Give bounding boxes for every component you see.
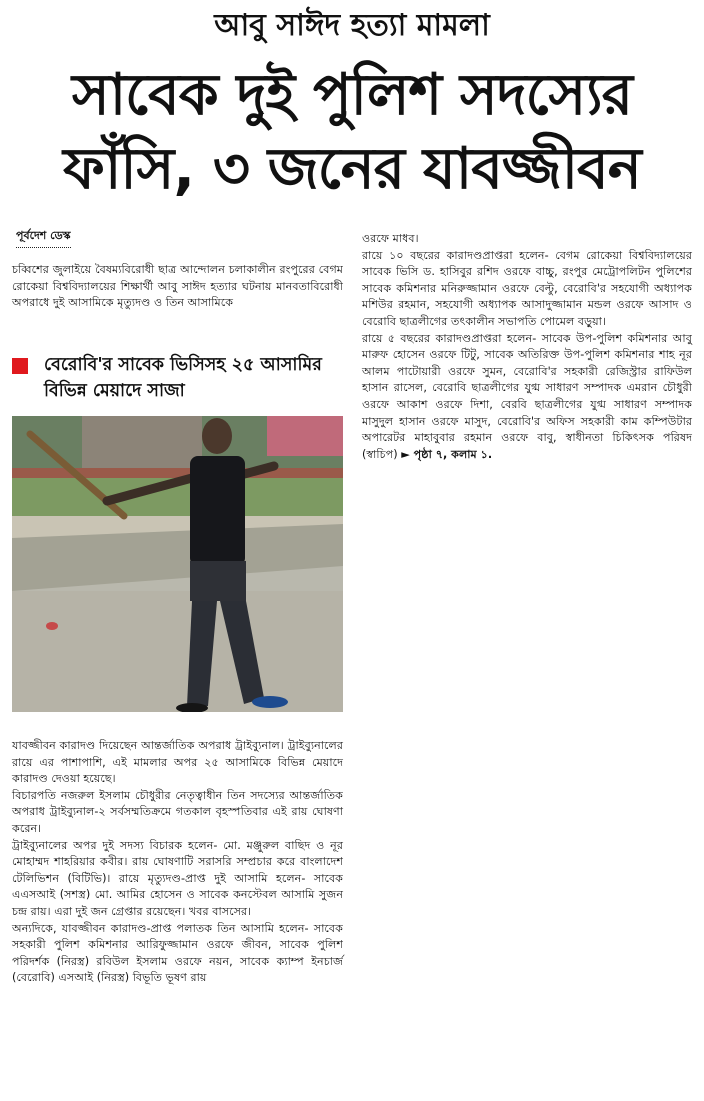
paragraph: অন্যদিকে, যাবজ্জীবন কারাদণ্ড-প্রাপ্ত পলাতক তিন আসামি হলেন- সাবেক সহকারী পুলিশ কমিশনার আরিফুজ্জামান ওরফে জীবন, সাবেক পুলিশ পরিদর্শক (নিরস্ত্র) রবিউল ইসলাম ওরফে নয়ন, সাবেক ক্যাম্প ইনচার্জ (বেরোবি) এসআই (নিরস্ত্র) বিভূতি ভূষণ রায়: [12, 921, 343, 985]
red-square-icon: [12, 358, 28, 374]
headline-line-2: ফাঁসি, ৩ জনের যাবজ্জীবন: [63, 136, 641, 202]
byline: পূর্বদেশ ডেস্ক: [16, 227, 71, 248]
headline: [0, 58, 704, 206]
left-column-body: [12, 738, 343, 987]
paragraph-text: রায়ে ৫ বছরের কারাদণ্ডপ্রাপ্তরা হলেন- সাবেক উপ-পুলিশ কমিশনার আবু মারুফ হোসেন ওরফে টিটু, সাবেক অতিরিক্ত উপ-পুলিশ কমিশনার শাহ নূর আলম পাটোয়ারী ওরফে সুমন, বেরোবি'র সহকারী রেজিস্ট্রার রাফিউল হাসান রাসেল, বেরোবি ছাত্রলীগের যুগ্ম সাধারণ সম্পাদক এমরান চৌধুরী ওরফে আকাশ ওরফে দিশা, বেরবি ছাত্রলীগের যুগ্ম সাধারণ সম্পাদক মাসুদুল হাসান ওরফে মাসুদ, বেরোবি'র অফিস সহকারী কাম কম্পিউটার অপারেটর মাহাবুবার রহমান ওরফে বাবু, স্বাধীনতা চিকিৎসক পরিষদ (স্বাচিপ): [362, 331, 692, 461]
subhead: [12, 352, 343, 404]
paragraph: রায়ে ১০ বছরের কারাদণ্ডপ্রাপ্তরা হলেন- বেগম রোকেয়া বিশ্ববিদ্যালয়ের সাবেক ভিসি ড. হাসিবুর রশিদ ওরফে বাচ্চু, রংপুর মেট্রোপলিটন পুলিশের সাবেক কমিশনার মনিরুজ্জামান ওরফে বেল্টু, বেরোবি'র সহযোগী অধ্যাপক মশিউর রহমান, সহযোগী অধ্যাপক আসাদুজ্জামান মন্ডল ওরফে আসাদ ও বেরোবি ছাত্রলীগের তৎকালীন সভাপতি পোমেল বড়ুয়া।: [362, 248, 692, 328]
paragraph: ট্রাইব্যুনালের অপর দুই সদস্য বিচারক হলেন- মো. মঞ্জুরুল বাছিদ ও নূর মোহাম্মদ শাহরিয়ার কবীর। রায় ঘোষণাটি সরাসরি সম্প্রচার করে বাংলাদেশ টেলিভিশন (বিটিভি)। রায়ে মৃত্যুদণ্ড-প্রাপ্ত দুই আসামি হলেন- সাবেক এএসআই (সশস্ত্র) মো. আমির হোসেন ও সাবেক কনস্টেবল আসামি সুজন চন্দ্র রায়। এরা দুই জন গ্রেপ্তার রয়েছেন। খবর বাসসের।: [12, 838, 343, 918]
subhead-text: বেরোবি'র সাবেক ভিসিসহ ২৫ আসামির বিভিন্ন মেয়াদে সাজা: [44, 355, 322, 401]
news-photo: [12, 416, 343, 712]
paragraph: [362, 331, 692, 464]
lead-paragraph: [12, 262, 343, 312]
headline-line-1: সাবেক দুই পুলিশ সদস্যের: [71, 62, 633, 128]
paragraph: বিচারপতি নজরুল ইসলাম চৌধুরীর নেতৃত্বাধীন তিন সদস্যের আন্তর্জাতিক অপরাধ ট্রাইব্যুনাল-২ সর্বসম্মতিক্রমে গতকাল বৃহস্পতিবার এই রায় ঘোষণা করেন।: [12, 788, 343, 835]
photo-man-with-stick-icon: [12, 416, 343, 712]
kicker: আবু সাঈদ হত্যা মামলা: [214, 8, 490, 43]
paragraph: যাবজ্জীবন কারাদণ্ড দিয়েছেন আন্তর্জাতিক অপরাধ ট্রাইব্যুনাল। ট্রাইব্যুনালের রায়ে এর পাশাপাশি, এই মামলার অপর ২৫ আসামিকে বিভিন্ন মেয়াদে কারাদণ্ড দেওয়া হয়েছে।: [12, 739, 343, 786]
paragraph: ওরফে মাধব।: [362, 232, 419, 245]
lead-text: চব্বিশের জুলাইয়ে বৈষম্যবিরোধী ছাত্র আন্দোলন চলাকালীন রংপুরের বেগম রোকেয়া বিশ্ববিদ্যালয়ের শিক্ষার্থী আবু সাঈদ হত্যার ঘটনায় মানবতাবিরোধী অপরাধে দুই আসামিকে মৃত্যুদণ্ড ও তিন আসামিকে: [12, 263, 343, 310]
right-column-body: [362, 231, 692, 463]
continuation-reference: ► পৃষ্ঠা ৭, কলাম ১.: [401, 447, 493, 461]
